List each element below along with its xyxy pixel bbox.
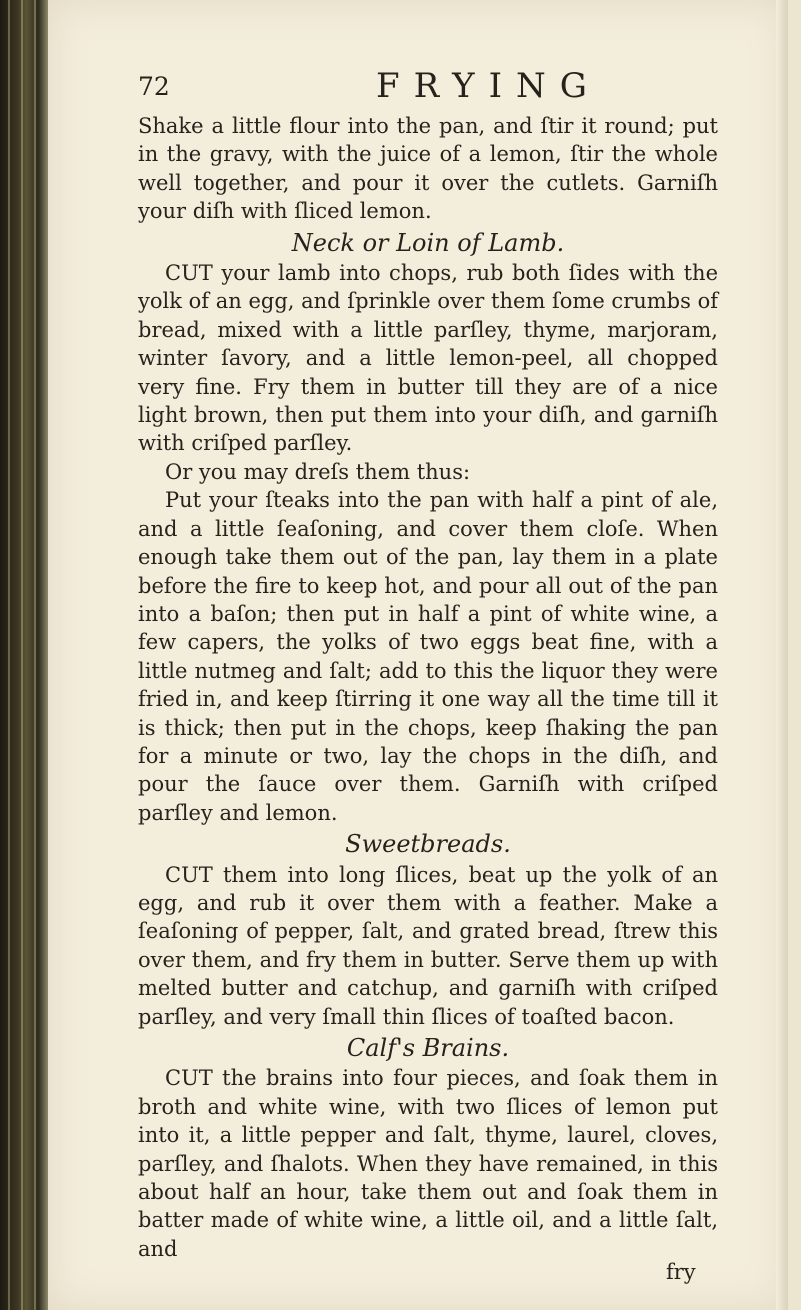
- recipe-title-lamb: Neck or Loin of Lamb.: [291, 228, 565, 257]
- book-spine: [0, 0, 48, 1310]
- recipe-paragraph: CUT your lamb into chops, rub both ſides with the yolk of an egg, and ſprinkle over them ſome crumbs of bread, mixed with a little parſley, thyme, marjoram, winter ſavory, and a little lemon-peel, all chopped very fine. Fry them in butter till they are of a nice light brown, then put them into your diſh, and garniſh with criſped parſley.: [138, 261, 718, 456]
- page-number: 72: [138, 72, 170, 101]
- recipe-title-sweetbreads: Sweetbreads.: [345, 830, 511, 859]
- running-title: FRYING: [376, 66, 601, 106]
- recipe-paragraph: Or you may dreſs them thus:: [165, 459, 471, 484]
- recipe-paragraph: CUT them into long ſlices, beat up the yolk of an egg, and rub it over them with a feather. Make a ſeaſoning of pepper, ſalt, and grated bread, ſtrew this over them, and fry them in butter. Serve them up with melted butter and catchup, and garniſh with criſped parſley, and very ſmall thin ſlices of toaſted bacon.: [138, 862, 718, 1029]
- page-header: [138, 66, 698, 106]
- catchword: fry: [666, 1260, 696, 1284]
- intro-paragraph: Shake a little flour into the pan, and ſtir it round; put in the gravy, with the juice of a lemon, ſtir the whole well together, and pour it over the cutlets. Garniſh your diſh with ſliced lemon.: [138, 114, 718, 224]
- recipe-paragraph: Put your ſteaks into the pan with half a pint of ale, and a little ſeaſoning, and cover them cloſe. When enough take them out of the pan, lay them in a plate before the fire to keep hot, and pour all out of the pan into a baſon; then put in half a pint of white wine, a few capers, the yolks of two eggs beat fine, with a little nutmeg and ſalt; add to this the liquor they were fried in, and keep ſtirring it one way all the time till it is thick; then put in the chops, keep ſhaking the pan for a minute or two, lay the chops in the diſh, and pour the ſauce over them. Garniſh with criſped parſley and lemon.: [138, 488, 718, 825]
- page-text: [138, 112, 718, 1263]
- page-edge: [776, 0, 788, 1310]
- recipe-paragraph: CUT the brains into four pieces, and ſoak them in broth and white wine, with two ſlices of lemon put into it, a little pepper and ſalt, thyme, laurel, cloves, parſley, and ſhalots. When they have remained, in this about half an hour, take them out and ſoak them in batter made of white wine, a little oil, and a little ſalt, and: [138, 1066, 718, 1261]
- recipe-title-calfs-brains: Calf's Brains.: [346, 1034, 510, 1062]
